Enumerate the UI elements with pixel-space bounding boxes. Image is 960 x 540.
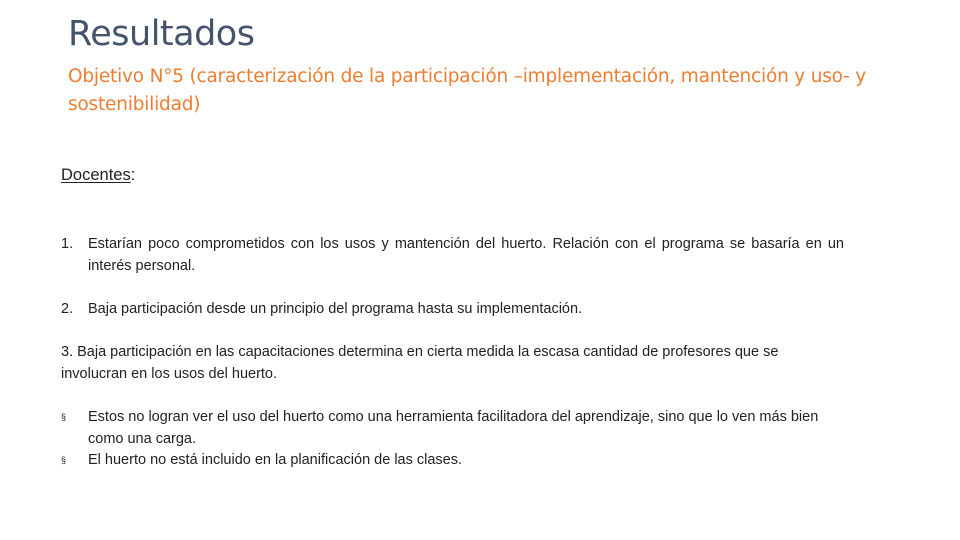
slide-title: Resultados	[68, 14, 255, 54]
section-label-text: Docentes	[61, 166, 131, 184]
list-item-text: Baja participación en las capacitaciones determina en cierta medida la escasa cantidad de profesores que se involucran en los usos del huerto.	[61, 344, 779, 382]
list-item-2	[61, 299, 844, 321]
section-label	[61, 166, 135, 185]
bullet-item-1	[61, 407, 851, 450]
list-item-1	[61, 234, 844, 277]
section-label-colon: :	[130, 166, 136, 184]
bullet-icon: §	[61, 455, 67, 465]
bullet-text: El huerto no está incluido en la planificación de las clases.	[88, 452, 463, 468]
list-item-3	[61, 342, 844, 385]
list-item-text: Estarían poco comprometidos con los usos y mantención del huerto. Relación con el programa se basaría en un interés personal.	[88, 236, 844, 274]
list-item-marker: 1.	[61, 236, 74, 252]
bullet-list	[61, 407, 851, 472]
bullet-item-2	[61, 450, 851, 472]
list-item-marker: 3.	[61, 344, 74, 360]
bullet-icon: §	[61, 412, 67, 422]
list-item-text: Baja participación desde un principio del programa hasta su implementación.	[88, 301, 583, 317]
slide-subtitle: Objetivo N°5 (caracterización de la participación –implementación, mantención y uso- y sostenibilidad)	[68, 66, 867, 115]
list-item-marker: 2.	[61, 301, 74, 317]
bullet-text: Estos no logran ver el uso del huerto como una herramienta facilitadora del aprendizaje, sino que lo ven más bien como una carga.	[88, 409, 819, 447]
